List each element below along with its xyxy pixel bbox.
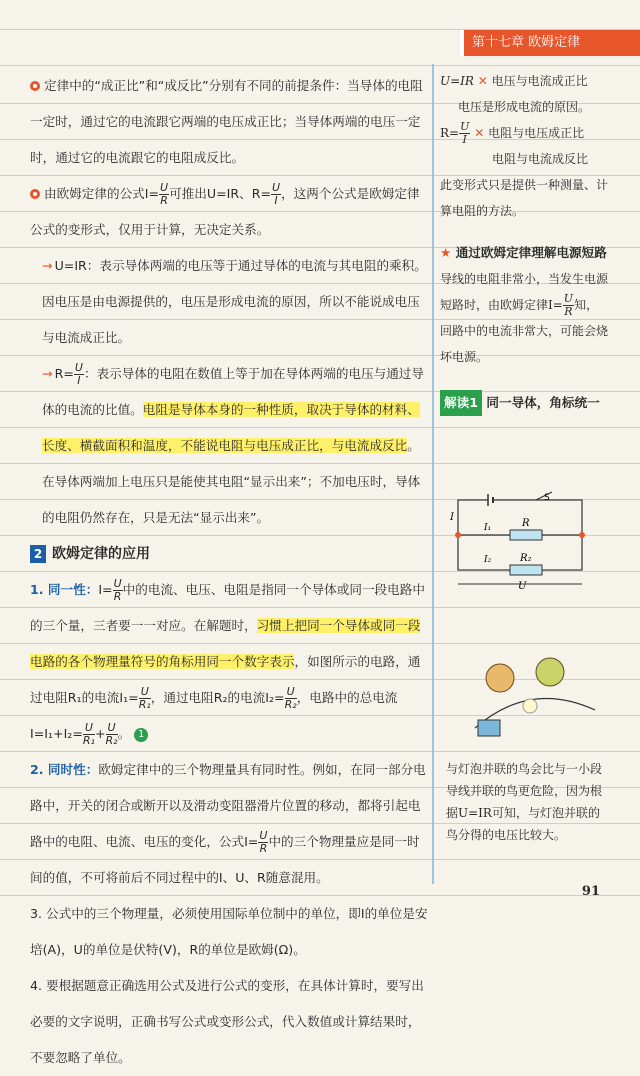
tab-bar xyxy=(460,30,464,56)
side-note-2 xyxy=(440,120,608,146)
i1-text-a: I= xyxy=(98,582,113,597)
not-icon: ✕ xyxy=(477,74,488,88)
item-2-label: 2. 同时性： xyxy=(30,762,99,777)
bird-right-icon xyxy=(536,658,564,686)
frac-den: R₁ xyxy=(138,698,151,711)
frac-num: U xyxy=(84,721,93,734)
jiedu-label: 解读1 xyxy=(440,390,482,416)
fraction-u-over-r xyxy=(113,578,123,603)
formula: U=IR xyxy=(440,74,474,88)
arrow-icon: → xyxy=(42,258,53,273)
jiedu-title: 同一导体，角标统一 xyxy=(486,395,600,410)
paragraph-4 xyxy=(30,356,432,536)
fraction-u-over-r xyxy=(258,830,268,855)
p2-text-c: ，这两个公式是欧姆定律公式的变形式，仅用于计算，无决定关系。 xyxy=(30,186,420,237)
p4-text-c: 。在导体两端加上电压只是能使其电阻“显示出来”；不加电压时，导体的电阻仍然存在，只是无法“显示出来”。 xyxy=(42,438,421,525)
column-divider xyxy=(432,64,434,884)
frac-num: U xyxy=(286,685,295,698)
fraction-u-over-i xyxy=(271,182,281,207)
p2-text-a: 由欧姆定律的公式I= xyxy=(44,186,160,201)
circuit-diagram xyxy=(448,490,598,590)
side-note-2-line1: 电阻与电压成正比 xyxy=(488,126,585,140)
frac-den: R₁ xyxy=(82,734,95,747)
item-3: 3. 公式中的三个物理量，必须使用国际单位制中的单位，即I的单位是安培(A)，U的单位是伏特(V)，R的单位是欧姆(Ω)。 xyxy=(30,906,428,957)
arrow-icon: → xyxy=(42,366,53,381)
frac-num: U xyxy=(460,120,470,133)
p4-text-a: R= xyxy=(54,366,74,381)
frac-num: U xyxy=(160,181,169,194)
bulb-icon xyxy=(523,699,537,713)
i2-text-a: 欧姆定律中的三个物理量具有同时性。例如，在同一部分电路中，开关的闭合或断开以及滑动变阻器滑片位置的移动，都将引起电路中的电阻、电流、电压的变化，公式I= xyxy=(30,762,426,849)
paragraph-3 xyxy=(30,248,432,356)
fraction-u-over-i xyxy=(74,362,84,387)
side-note-2-explain: 此变形式只是提供一种测量、计算电阻的方法。 xyxy=(440,178,609,218)
frac-num: U xyxy=(563,292,574,305)
frac-den: R xyxy=(113,590,122,603)
i1-text-e: ，电路中的总电流I=I₁+I₂= xyxy=(30,690,398,741)
side-note-2-line2: 电阻与电流成反比 xyxy=(492,152,589,166)
star-title: 通过欧姆定律理解电源短路 xyxy=(455,245,607,260)
star-icon: ★ xyxy=(440,245,452,260)
fraction-u-over-r2 xyxy=(285,686,297,711)
frac-num: U xyxy=(107,721,116,734)
frac-num: U xyxy=(113,577,122,590)
page-number: 91 xyxy=(581,884,600,899)
frac-den: I xyxy=(462,133,467,146)
jiedu-heading xyxy=(440,390,608,416)
resistor-2-label: R₂ xyxy=(520,553,532,564)
resistor-r2 xyxy=(510,565,542,575)
frac-num: U xyxy=(259,829,268,842)
fraction-u-over-r2 xyxy=(106,722,118,747)
fraction-u-over-r xyxy=(563,293,574,318)
frac-num: U xyxy=(74,361,83,374)
frac-num: U xyxy=(140,685,149,698)
frac-den: R xyxy=(564,305,573,318)
item-1: 1. 同一性：I= $\frac{U}{R}$ 中的电流、电压、电阻是指同一个导体或同一段电路中的三个量，三者要一一对应。在解题时，习惯上把同一个导体或同一段电路的各个物理量符号的角标用同一个数字表示，如图所示的电路，通过电阻R₁的电流I₁= $\frac{U}{\text{R₁}}$ ，通过电阻R₂的电流I₂= $\frac{U}{\text{R₂}}$ ，电路中的总电流I=I₁+I₂= $\frac{U}{\text{R₁}}$ + $\frac{U}{\text{R₂}}$ 。 1 xyxy=(30,577,425,747)
side-column xyxy=(440,68,608,416)
resistor-1-label: R xyxy=(522,518,530,529)
item-4: 4. 要根据题意正确选用公式及进行公式的变形，在具体计算时，要写出必要的文字说明，正确书写公式或变形公式，代入数值或计算结果时，不要忽略了单位。 xyxy=(30,978,424,1065)
i1-text-d: ，通过电阻R₂的电流I₂= xyxy=(150,690,285,705)
fraction-u-over-i xyxy=(459,121,470,146)
birds-illustration xyxy=(470,650,600,740)
frac-den: R₂ xyxy=(284,698,297,711)
resistor-r1 xyxy=(510,530,542,540)
i1-text-c: ，如图所示的电路，通过电阻R₁的电流I₁= xyxy=(30,654,421,705)
voltage-label: U xyxy=(518,581,527,590)
bullet-icon xyxy=(30,189,40,199)
fraction-u-over-r1 xyxy=(139,686,151,711)
frac-den: R xyxy=(259,842,268,855)
frac-den: I xyxy=(77,374,81,387)
highlight-text: 习惯上把同一个导体或同一段电路的各个物理量符号的角标用同一个数字表示 xyxy=(30,618,421,669)
bird-note: 与灯泡并联的鸟会比与一小段导线并联的鸟更危险，因为根据U=IR可知，与灯泡并联的鸟分得的电压比较大。 xyxy=(446,762,603,842)
chapter-title: 第十七章 欧姆定律 xyxy=(472,35,581,50)
star-heading xyxy=(440,240,608,266)
fraction-u-over-r1 xyxy=(83,722,95,747)
current-2-label: I₂ xyxy=(484,555,492,565)
side-note-1 xyxy=(440,68,608,94)
highlight-text: 电阻是导体本身的一种性质，取决于导体的材料、长度、横截面积和温度，不能说电阻与电压成正比，与电流成反比 xyxy=(42,402,420,453)
side-note-1-text: 电压与电流成正比 xyxy=(491,74,588,88)
junction-left xyxy=(455,532,461,538)
p4-text-b: ：表示导体的电阻在数值上等于加在导体两端的电压与通过导体的电流的比值。 xyxy=(42,366,424,417)
side-note-1-reason: 电压是形成电流的原因。 xyxy=(458,100,591,114)
section-number: 2 xyxy=(30,545,46,563)
main-column xyxy=(30,68,432,1076)
i1-text-f: 。 xyxy=(117,726,131,741)
fraction-u-over-r xyxy=(159,182,169,207)
battery-icon xyxy=(478,720,500,736)
i2-text-b: 中的三个物理量应是同一时间的值，不可将前后不同过程中的I、U、R随意混用。 xyxy=(30,834,420,885)
paragraph-2 xyxy=(30,176,432,248)
item-2 xyxy=(30,752,432,896)
section-heading xyxy=(30,536,432,572)
item-1-label: 1. 同一性： xyxy=(30,582,99,597)
current-label: I xyxy=(450,512,454,523)
star-body-b: 知，回路中的电流非常大，可能会烧坏电源。 xyxy=(440,298,609,364)
frac-num: U xyxy=(272,181,281,194)
not-icon: ✕ xyxy=(474,126,485,140)
paragraph-3-text: U=IR：表示导体两端的电压等于通过导体的电流与其电阻的乘积。因电压是由电源提供的，电压是形成电流的原因，所以不能说成电压与电流成正比。 xyxy=(42,258,427,345)
frac-den: R xyxy=(160,194,168,207)
bullet-icon xyxy=(30,81,40,91)
chapter-tab xyxy=(460,30,640,56)
current-1-label: I₁ xyxy=(484,523,492,533)
frac-den: R₂ xyxy=(105,734,118,747)
switch-label: S xyxy=(544,493,550,503)
note-marker: 1 xyxy=(134,728,148,742)
p2-text-b: 可推出U=IR、R= xyxy=(169,186,272,201)
paragraph-1 xyxy=(30,68,432,176)
section-title: 欧姆定律的应用 xyxy=(52,546,150,562)
junction-right xyxy=(579,532,585,538)
frac-den: I xyxy=(274,194,278,207)
star-body-a: 导线的电阻非常小，当发生电源短路时，由欧姆定律I= xyxy=(440,272,609,312)
bird-left-icon xyxy=(486,664,514,692)
paragraph-1-text: 定律中的“成正比”和“成反比”分别有不同的前提条件：当导体的电阻一定时，通过它的电流跟它两端的电压成正比；当导体两端的电压一定时，通过它的电流跟它的电阻成反比。 xyxy=(30,78,423,165)
formula: R= xyxy=(440,126,460,140)
star-body xyxy=(440,266,608,370)
i1-text-b: 中的电流、电压、电阻是指同一个导体或同一段电路中的三个量，三者要一一对应。在解题时， xyxy=(30,582,425,633)
